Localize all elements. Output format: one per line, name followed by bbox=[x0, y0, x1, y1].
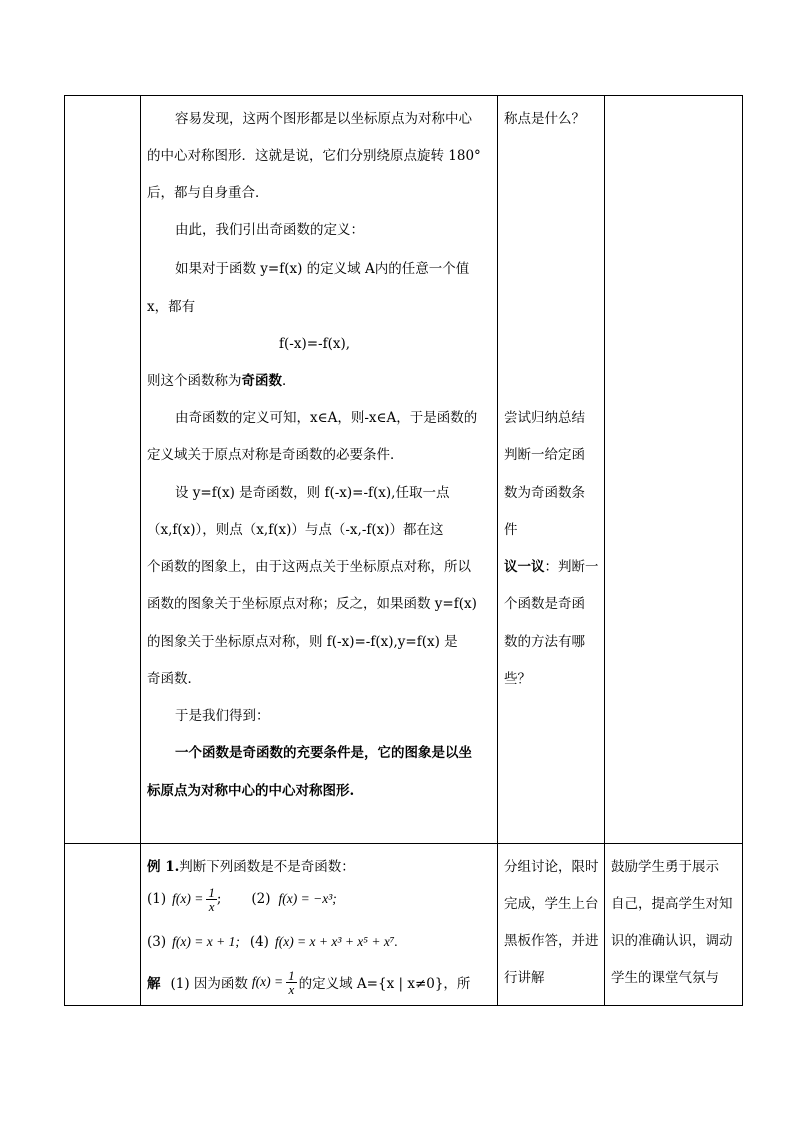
item-expression: f(x) = −x³; bbox=[278, 891, 337, 906]
example-label: 例 1. bbox=[147, 859, 180, 875]
item-label: (4) bbox=[249, 934, 269, 950]
item-label: (3) bbox=[147, 934, 167, 950]
fraction-denominator: x bbox=[208, 898, 215, 914]
paragraph-line: 由奇函数的定义可知，x∈A，则-x∈A，于是函数的 bbox=[175, 410, 478, 426]
definition-suffix: ． bbox=[282, 373, 296, 389]
table-right-border bbox=[742, 95, 743, 1005]
paragraph-line: 的中心对称图形．这就是说，它们分别绕原点旋转 180° bbox=[147, 148, 481, 164]
activity-line: 判断一给定函 bbox=[504, 447, 585, 463]
fraction bbox=[206, 886, 217, 913]
column-divider-2 bbox=[497, 95, 498, 1005]
paragraph-line: 个函数的图象上，由于这两点关于坐标原点对称，所以 bbox=[147, 559, 471, 575]
activity-line: 分组讨论，限时 bbox=[504, 859, 599, 875]
definition-term: 奇函数 bbox=[241, 373, 282, 389]
activity-line: 尝试归纳总结 bbox=[504, 410, 585, 426]
solution-text: 的定义域 A={x | x≠0}，所 bbox=[298, 976, 471, 992]
item-label: (2) bbox=[251, 891, 271, 907]
table-bottom-border bbox=[64, 1005, 743, 1006]
activity-line: 数为奇函数条 bbox=[504, 485, 585, 501]
definition-text: 则这个函数称为 bbox=[147, 373, 242, 389]
item-label: (1) bbox=[147, 891, 167, 907]
fraction-numerator: 1 bbox=[288, 967, 295, 983]
paragraph-line: 设 y=f(x) 是奇函数，则 f(-x)=-f(x),任取一点 bbox=[175, 485, 450, 501]
design-line: 学生的课堂气氛与 bbox=[611, 970, 719, 986]
formula-line: f(-x)=-f(x), bbox=[279, 336, 351, 352]
design-line: 鼓励学生勇于展示 bbox=[611, 859, 719, 875]
table-left-border bbox=[64, 95, 65, 1005]
paragraph-line: 函数的图象关于坐标原点对称；反之，如果函数 y=f(x) bbox=[147, 596, 477, 612]
example-items-3-4 bbox=[147, 924, 398, 960]
paragraph-line: 后，都与自身重合． bbox=[147, 185, 269, 201]
solution-label: 解 bbox=[147, 976, 161, 992]
paragraph-line: （x,f(x)），则点（x,f(x)）与点（-x,-f(x)）都在这 bbox=[147, 522, 444, 538]
solution-expression: f(x) = bbox=[251, 974, 284, 989]
activity-line: 行讲解 bbox=[504, 970, 545, 986]
discussion-label: 议一议 bbox=[504, 559, 545, 575]
discussion-text: ：判断一 bbox=[544, 559, 599, 575]
paragraph-line: x，都有 bbox=[147, 299, 196, 315]
definition-line bbox=[147, 363, 296, 400]
conclusion-line: 一个函数是奇函数的充要条件是，它的图象是以坐 bbox=[175, 745, 472, 761]
discussion-line: 数的方法有哪 bbox=[504, 634, 585, 650]
column-divider-3 bbox=[604, 95, 605, 1005]
paragraph-line: 定义域关于原点对称是奇函数的必要条件． bbox=[147, 447, 404, 463]
solution-text: (1) 因为函数 bbox=[170, 976, 248, 992]
activity-line: 完成，学生上台 bbox=[504, 896, 599, 912]
example-items-1-2 bbox=[147, 879, 337, 919]
conclusion-line: 标原点为对称中心的中心对称图形. bbox=[147, 783, 355, 799]
discussion-line: 个函数是奇函 bbox=[504, 596, 585, 612]
fraction bbox=[286, 969, 297, 996]
paragraph-line: 容易发现，这两个图形都是以坐标原点为对称中心 bbox=[175, 111, 472, 127]
design-line: 自己，提高学生对知 bbox=[611, 896, 733, 912]
activity-line: 件 bbox=[504, 522, 518, 538]
item-expression: f(x) = x + 1; bbox=[172, 934, 240, 949]
paragraph-line: 于是我们得到： bbox=[175, 708, 270, 724]
design-line: 识的准确认识，调动 bbox=[611, 933, 733, 949]
column-divider-1 bbox=[140, 95, 141, 1005]
example-text: 判断下列函数是不是奇函数： bbox=[179, 859, 355, 875]
activity-line: 称点是什么？ bbox=[504, 111, 585, 127]
paragraph-line: 的图象关于坐标原点对称，则 f(-x)=-f(x),y=f(x) 是 bbox=[147, 634, 458, 650]
table-top-border bbox=[64, 95, 743, 96]
discussion-line bbox=[504, 549, 599, 586]
activity-line: 黑板作答，并进 bbox=[504, 933, 599, 949]
item-expression: f(x) = bbox=[172, 891, 204, 906]
fraction-denominator: x bbox=[288, 981, 295, 997]
item-tail: ; bbox=[216, 891, 222, 907]
paragraph-line: 如果对于函数 y=f(x) 的定义域 A内的任意一个值 bbox=[175, 261, 470, 277]
paragraph-line: 奇函数． bbox=[147, 671, 201, 687]
solution-line bbox=[147, 962, 470, 1002]
item-expression: f(x) = x + x³ + x⁵ + x⁷. bbox=[274, 934, 398, 949]
discussion-line: 些？ bbox=[504, 671, 531, 687]
row-divider bbox=[64, 843, 743, 844]
fraction-numerator: 1 bbox=[208, 884, 215, 900]
paragraph-line: 由此，我们引出奇函数的定义： bbox=[175, 222, 364, 238]
